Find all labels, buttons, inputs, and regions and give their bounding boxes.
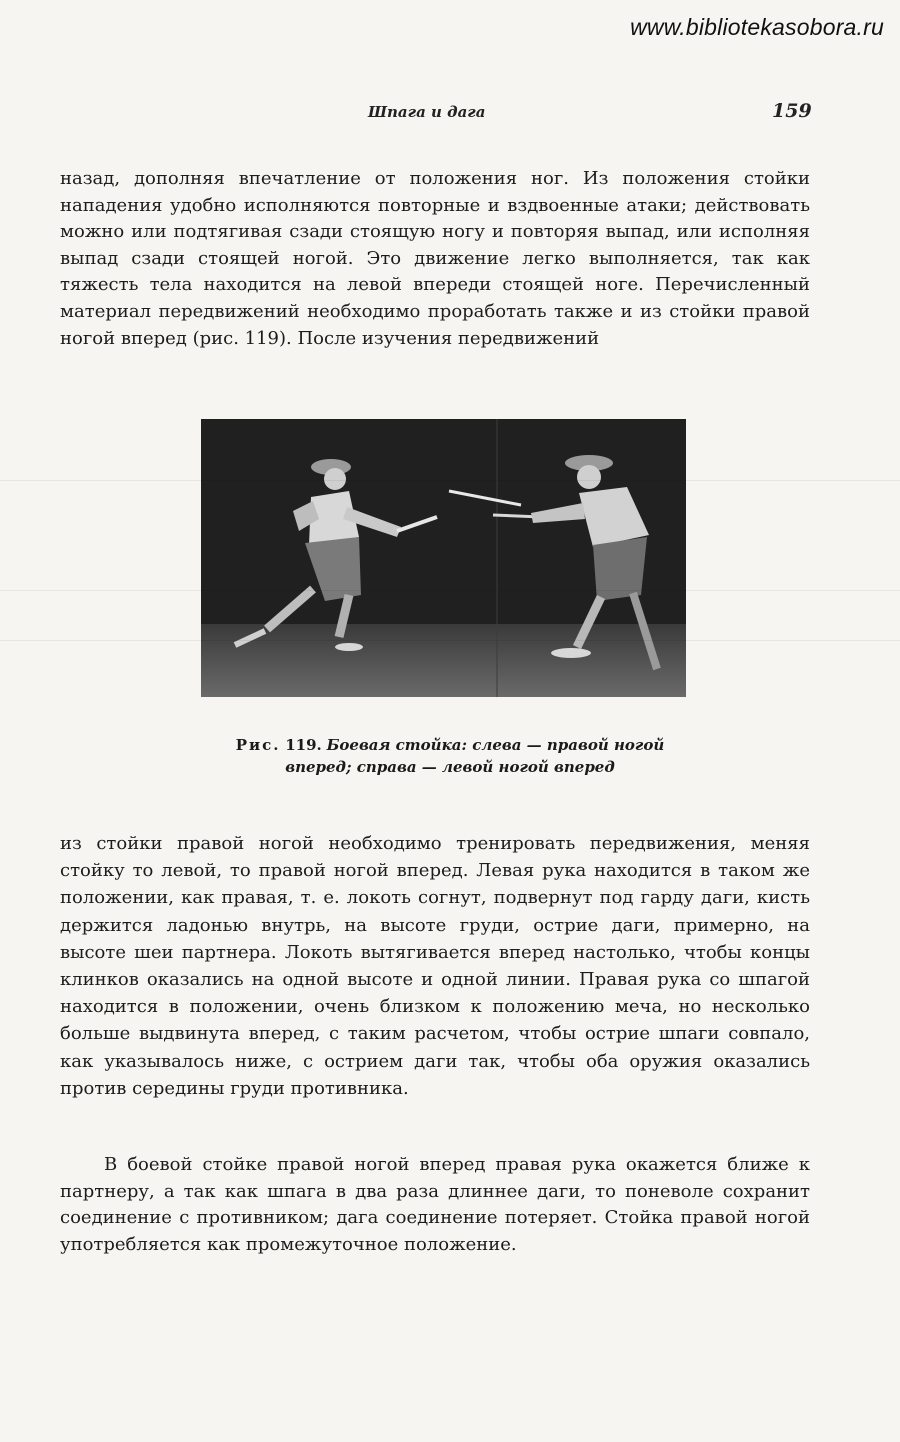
fencing-photo [201,419,686,697]
body-paragraph-1: назад, дополняя впечатление от положения ног. Из положения стойки нападения удобно исполняются повторные и вздвоенные атаки; действовать можно или подтягивая сзади стоящую ногу и повторяя выпад, или исполняя выпад сзади стоящей ногой. Это движение легко выполняется, так как тяжесть тела находится на левой впереди стоящей ноге. Перечисленный материал передвижений необходимо проработать также и из стойки правой ногой вперед (рис. 119). После изучения передвижений [60,168,810,349]
figure-caption-text-1: Боевая стойка: слева — правой ногой [326,736,665,754]
figure-caption-number: 119. [285,736,322,754]
body-paragraph-2: из стойки правой ногой необходимо тренировать передвижения, меняя стойку то левой, то правой ногой вперед. Левая рука находится в таком же положении, как правая, т. е. локоть согнут, подвернут под гарду даги, кисть держится ладонью внутрь, на высоте груди, острие даги, примерно, на высоте шеи партнера. Локоть вытягивается вперед настолько, чтобы концы клинков оказались на одной высоте и одной линии. Правая рука со шпагой находится в положении, очень близком к положению меча, но несколько больше выдвинута вперед, с таким расчетом, чтобы острие шпаги совпало, как указывалось ниже, с острием даги так, чтобы оба оружия оказались против середины груди противника. [60,833,810,1099]
figure-caption-line-1 [150,734,750,756]
scan-artifact [0,590,900,591]
page-number: 159 [772,100,812,122]
scan-artifact [0,640,900,641]
figure-caption-line-2 [150,756,750,778]
scan-artifact [0,480,900,481]
body-paragraph-3: В боевой стойке правой ногой вперед правая рука окажется ближе к партнеру, а так как шпага в два раза длиннее даги, то поневоле сохранит соединение с противником; дага соединение потеряет. Стойка правой ногой употребляется как промежуточное положение. [60,1154,810,1255]
fencing-photo-illustration [201,419,686,697]
figure-caption-label: Рис. [235,736,281,754]
running-head: Шпага и дага [368,103,486,121]
site-watermark: www.bibliotekasobora.ru [630,14,884,40]
figure-caption-text-2: вперед; справа — левой ногой вперед [285,758,615,776]
